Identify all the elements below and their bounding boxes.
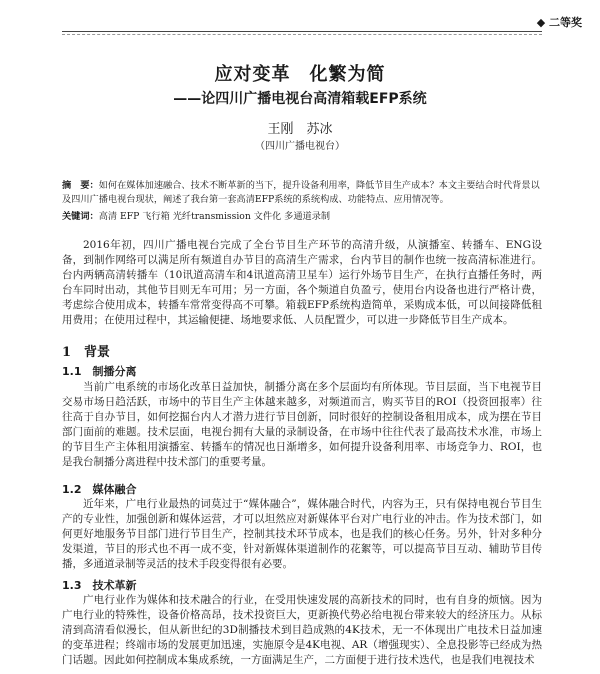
abstract-label: 摘 要： xyxy=(62,180,99,191)
header-rule xyxy=(62,31,542,32)
authors: 王刚 苏冰 xyxy=(267,122,333,137)
intro-paragraph: 2016年初，四川广播电视台完成了全台节目生产环节的高清升级，从演播室、转播车、ENG设备，到制作网络可以满足所有频道自办节目的高清生产需求，台内节目的制作也统一按高清标准进行。台内两辆高清转播车（10讯道高清车和4讯道高清卫星车）运行外场节目生产，在执行直播任务时，两台车同时出动，其他节目则无车可用；另一方面，各个频道自负盈亏，使用台内设备也进行严格计费，考虑综合使用成本，转播车常常变得高不可攀。箱载EFP系统构造简单，采购成本低，可以间接降低租用费用；在使用过程中，其运输便捷、场地要求低、人员配置少，可以进一步降低节目生产成本。 xyxy=(62,239,542,326)
keywords xyxy=(62,210,542,224)
paragraph-production-separation: 当前广电系统的市场化改革日益加快，制播分离在多个层面均有所体现。节目层面，当下电视节目交易市场日趋活跃，市场中的节目生产主体越来越多，对频道而言，购买节目的ROI（投资回报率）往往高于自办节目，如何挖掘台内人才潜力进行节目创新，同时很好的控制设备租用成本，成为摆在节目部门面前的难题。技术层面，电视台拥有大量的录制设备，在市场中往往代表了最高技术水准，市场上的节目生产主体租用演播室、转播车的情况也日渐增多，如何提升设备利用率、市场竞争力、ROI，也是我台制播分离进程中技术部门的重要考量。 xyxy=(62,381,542,468)
heading-production-separation: 1.1 制播分离 xyxy=(62,365,137,378)
abstract-text: 如何在媒体加速融合、技术不断革新的当下，提升设备利用率，降低节目生产成本？本文主要结合时代背景以及四川广播电视台现状，阐述了我台第一套高清EFP系统的系统构成、功能特点、应用情况等。 xyxy=(62,180,540,205)
heading-background: 1 背景 xyxy=(62,345,111,360)
section-tag: ◆ 二等奖 xyxy=(536,16,582,29)
heading-media-convergence: 1.2 媒体融合 xyxy=(62,483,137,496)
abstract xyxy=(62,179,542,207)
keywords-text: 高清 EFP 飞行箱 光纤transmission 文件化 多通道录制 xyxy=(98,211,331,222)
heading-tech-innovation: 1.3 技术革新 xyxy=(62,579,137,592)
keywords-label: 关键词： xyxy=(62,211,99,222)
paper-title: 应对变革 化繁为简 xyxy=(214,64,386,85)
paper-subtitle: ——论四川广播电视台高清箱载EFP系统 xyxy=(173,91,427,107)
affiliation: （四川广播电视台） xyxy=(255,141,345,152)
paragraph-media-convergence: 近年来，广电行业最热的词莫过于“媒体融合”，媒体融合时代，内容为王，只有保持电视台节目生产的专业性，加强创新和媒体运营，才可以坦然应对新媒体平台对广电行业的冲击。作为技术部门，如何更好地服务节目部门进行节目生产，控制其技术环节成本，也是我们的核心任务。另外，针对多种分发渠道，节目的形式也不再一成不变，针对新媒体渠道制作的花絮等，可以提高节目互动、辅助节目传播，多通道录制等灵活的技术手段变得很有必要。 xyxy=(62,498,542,570)
paragraph-tech-innovation: 广电行业作为媒体和技术融合的行业，在受用快速发展的高新技术的同时，也有自身的烦恼。因为广电行业的特殊性，设备价格高昂，技术投资巨大，更新换代势必给电视台带来较大的经济压力。从标清到高清看似漫长，但从新世纪的3D制播技术到目趋成熟的4K技术，无一不体现出广电技术日益加速的变革进程；终端市场的发展更加迅速，实施原令是4K电视、AR（增强现实）、全息投影等已经成为热门话题。因此如何控制成本集成系统，一方面满足生产，二方面便于进行技术迭代，也是我们电视技术 xyxy=(62,594,542,666)
header-rule-dashed xyxy=(62,34,542,35)
